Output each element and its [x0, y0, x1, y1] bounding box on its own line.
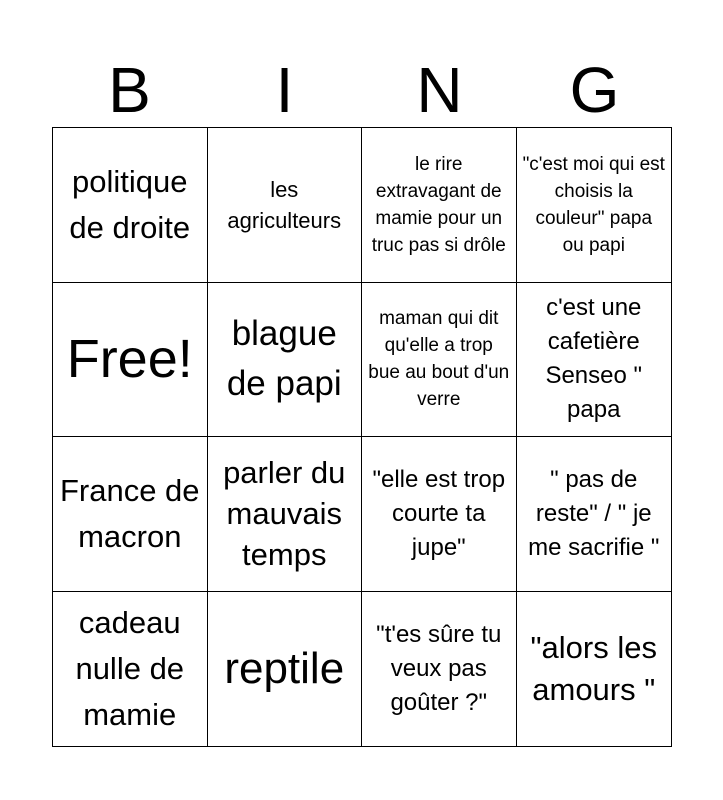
bingo-cell-free[interactable]	[53, 283, 208, 438]
free-space-label: Free!	[66, 329, 193, 390]
header-letter-b: B	[108, 54, 151, 126]
bingo-cell[interactable]	[362, 128, 517, 283]
bingo-cell[interactable]	[53, 437, 208, 592]
cell-text: France de macron	[59, 472, 200, 554]
bingo-cell[interactable]	[362, 283, 517, 438]
bingo-cell[interactable]	[208, 128, 363, 283]
cell-text: "c'est moi qui est choisis la couleur" papa ou papi	[522, 153, 665, 256]
bingo-cell[interactable]	[208, 437, 363, 592]
bingo-cell[interactable]	[53, 128, 208, 283]
cell-text: "t'es sûre tu veux pas goûter ?"	[376, 620, 502, 716]
cell-text: le rire extravagant de mamie pour un truc pas si drôle	[371, 153, 506, 256]
cell-text: reptile	[224, 643, 345, 693]
cell-text: blague de papi	[226, 314, 342, 404]
header-letter-i: I	[275, 54, 294, 126]
bingo-cell[interactable]	[362, 437, 517, 592]
bingo-cell[interactable]	[362, 592, 517, 747]
bingo-cell[interactable]	[208, 592, 363, 747]
cell-text: "elle est trop courte ta jupe"	[372, 465, 506, 561]
bingo-board	[52, 127, 672, 747]
cell-text: maman qui dit qu'elle a trop bue au bout d'un verre	[368, 308, 510, 411]
bingo-cell[interactable]	[53, 592, 208, 747]
cell-text: parler du mauvais temps	[223, 455, 346, 573]
cell-text: "alors les amours "	[530, 629, 657, 707]
bingo-cell[interactable]	[517, 592, 672, 747]
cell-text: " pas de reste" / " je me sacrifie "	[528, 465, 660, 561]
bingo-cell[interactable]	[517, 128, 672, 283]
header-letter-n: N	[416, 54, 463, 126]
bingo-cell[interactable]	[517, 437, 672, 592]
cell-text: politique de droite	[69, 163, 191, 245]
cell-text: c'est une cafetière Senseo " papa	[545, 294, 643, 424]
cell-text: cadeau nulle de mamie	[75, 604, 185, 732]
header-letter-g: G	[569, 54, 620, 126]
cell-text: les agriculteurs	[227, 176, 342, 233]
bingo-header	[52, 52, 672, 128]
bingo-cell[interactable]	[517, 283, 672, 438]
bingo-cell[interactable]	[208, 283, 363, 438]
